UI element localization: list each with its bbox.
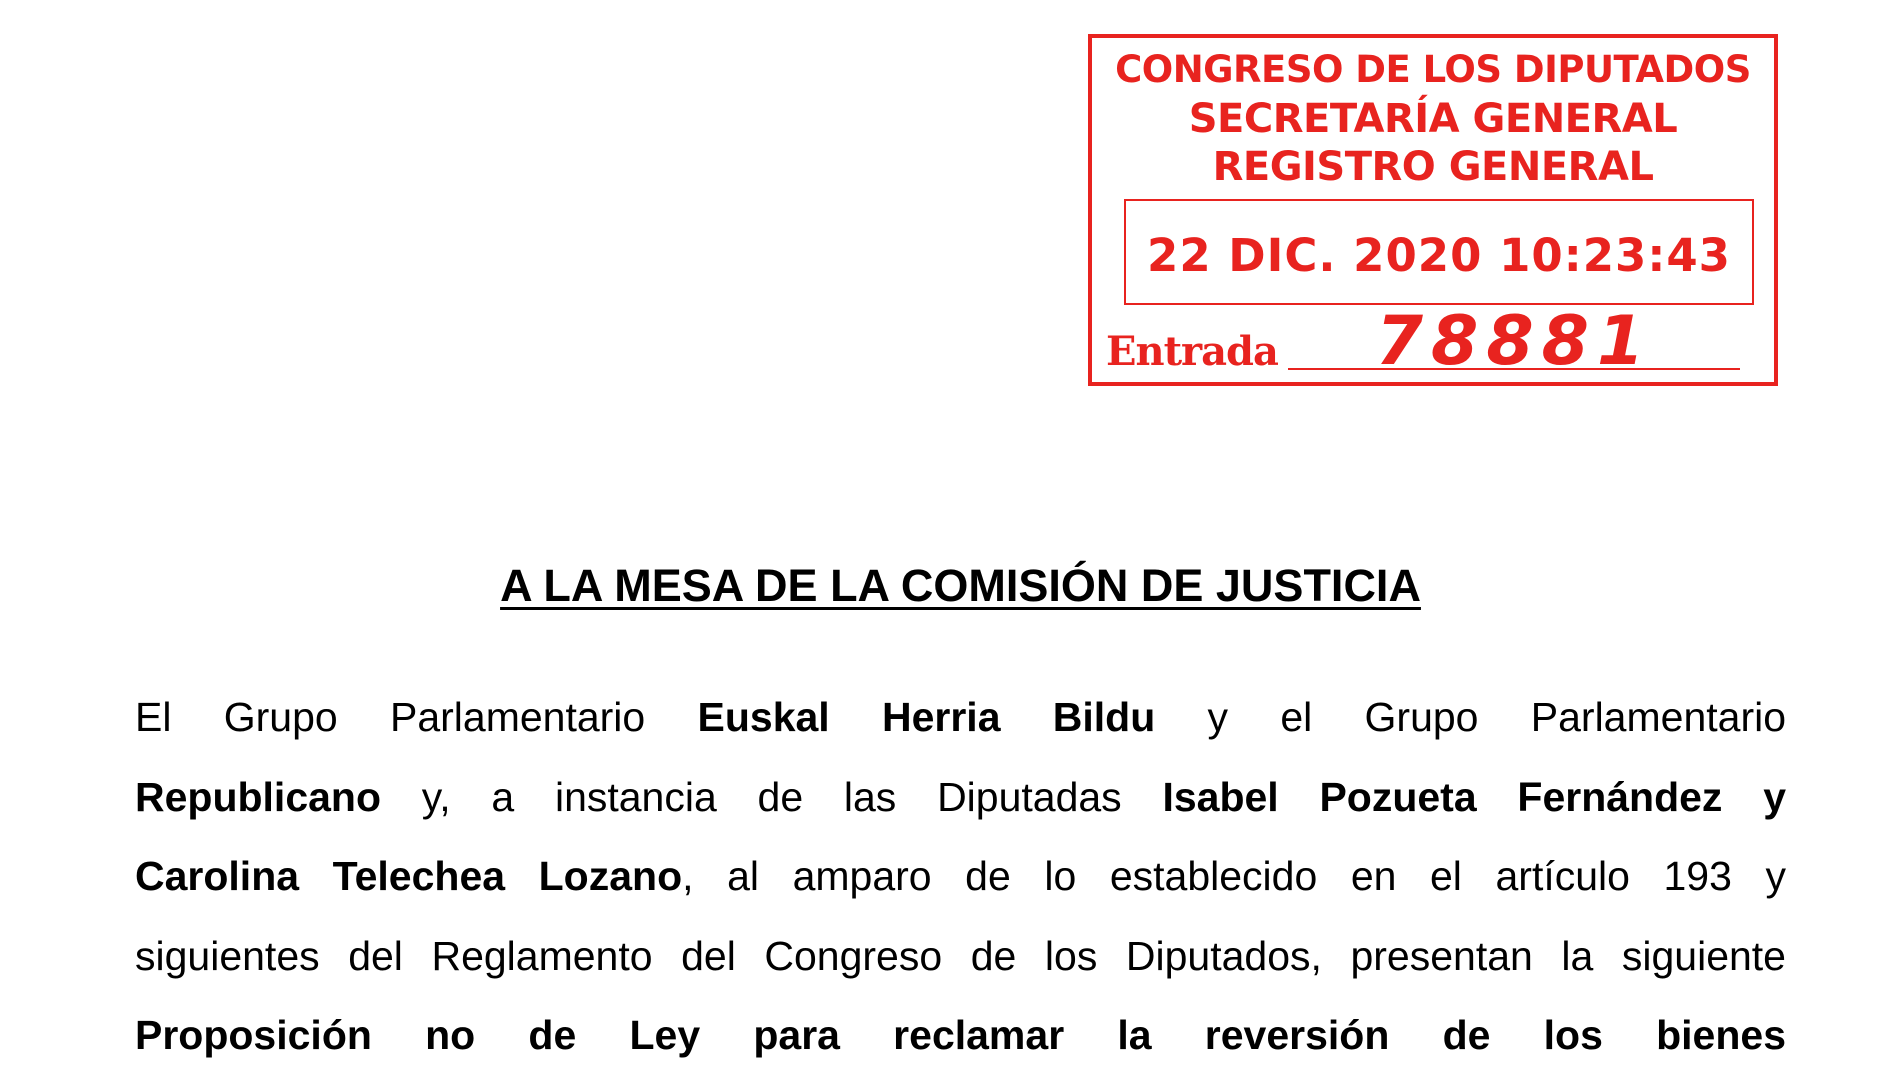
stamp-institution: CONGRESO DE LOS DIPUTADOS [1115, 48, 1751, 91]
stamp-date-box [1124, 199, 1754, 305]
document-title: A LA MESA DE LA COMISIÓN DE JUSTICIA [500, 560, 1421, 611]
body-text: y, a instancia de las Diputadas [381, 773, 1163, 820]
stamp-registry: REGISTRO GENERAL [1212, 144, 1654, 190]
stamp-entrada-number: 78881 [1375, 302, 1653, 381]
paragraph-line [135, 678, 1786, 758]
body-text: siguientes del Reglamento del Congreso de los Diputados, presentan la siguiente [135, 932, 1786, 979]
bold-text: Isabel Pozueta Fernández y [1162, 773, 1786, 820]
bold-text: Proposición no de Ley para reclamar la reversión de los bienes [135, 1012, 1786, 1058]
body-text: El Grupo Parlamentario [135, 694, 698, 740]
bold-text: Republicano [135, 773, 382, 820]
body-text: y el Grupo Parlamentario [1155, 694, 1786, 740]
body-text: , al amparo de lo establecido en el artículo 193 y [682, 853, 1786, 899]
stamp-department: SECRETARÍA GENERAL [1188, 96, 1678, 142]
bold-text: Euskal Herria Bildu [697, 694, 1156, 740]
document-paragraph [135, 678, 1786, 1069]
paragraph-line [135, 837, 1786, 917]
stamp-date: 22 DIC. 2020 10:23:43 [1147, 229, 1731, 282]
paragraph-line [135, 758, 1786, 838]
stamp-entrada-label: Entrada [1106, 328, 1278, 375]
paragraph-line [135, 996, 1786, 1069]
bold-text: Carolina Telechea Lozano [135, 853, 683, 899]
paragraph-line [135, 917, 1786, 997]
registry-stamp [1088, 34, 1778, 386]
